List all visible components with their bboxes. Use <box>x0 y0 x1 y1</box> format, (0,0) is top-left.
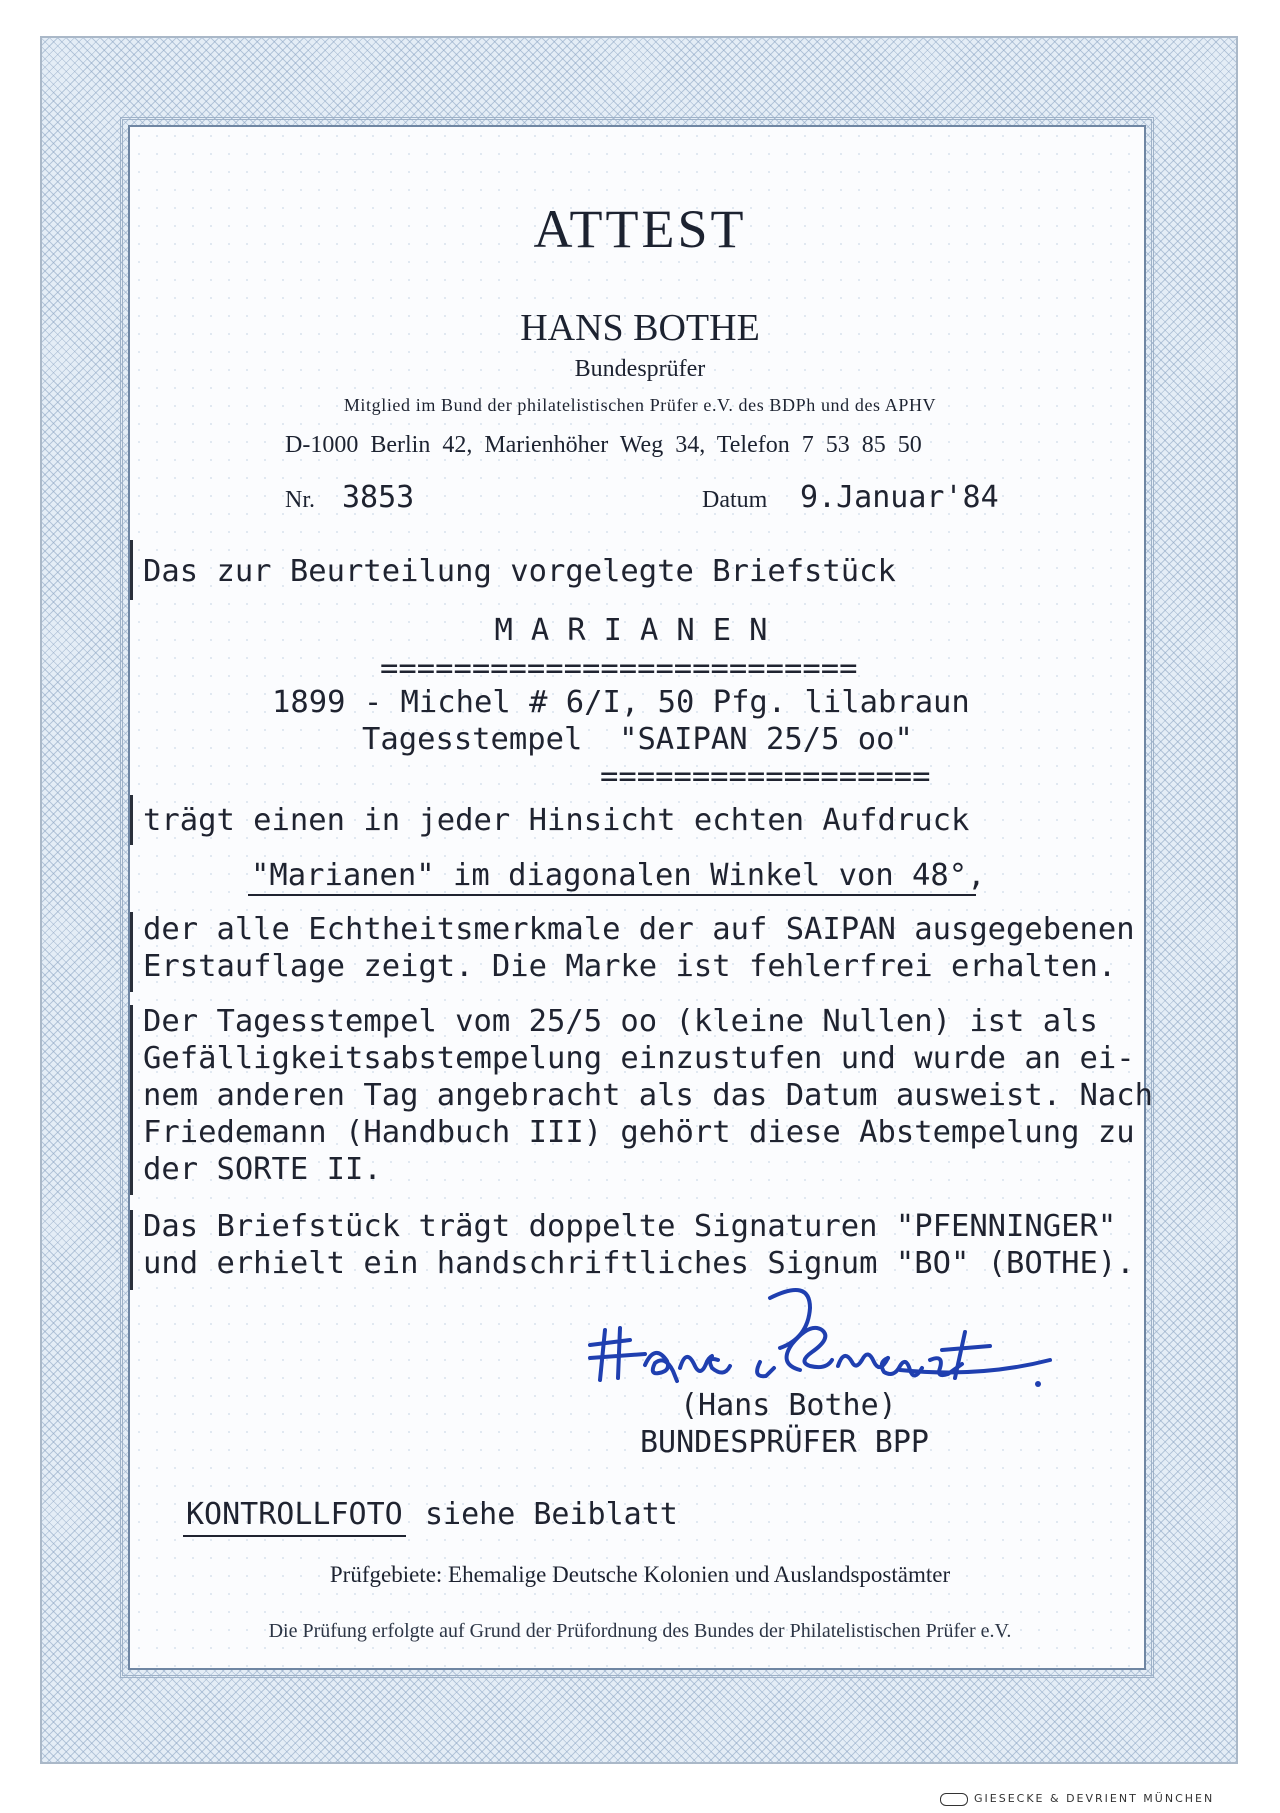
paragraph-signatures: Das Briefstück trägt doppelte Signaturen "PFENNINGER" und erhielt ein handschriftliches Signum "BO" (BOTHE). <box>143 1209 1135 1281</box>
margin-bar <box>130 1210 133 1290</box>
printer-logo-icon <box>940 1793 968 1806</box>
examiner-role: Bundesprüfer <box>574 356 706 382</box>
membership-line: Mitglied im Bund der philatelistischen Prüfer e.V. des BDPh und des APHV <box>343 395 937 415</box>
stamp-description: 1899 - Michel # 6/I, 50 Pfg. lilabraun <box>272 685 970 720</box>
address-line: D-1000 Berlin 42, Marienhöher Weg 34, Telefon 7 53 85 50 <box>285 432 922 458</box>
paragraph-authenticity: der alle Echtheitsmerkmale der auf SAIPAN ausgegebenen Erstauflage zeigt. Die Marke ist fehlerfrei erhalten. <box>143 912 1135 984</box>
margin-bar <box>130 912 133 992</box>
certificate-number-label: Nr. <box>285 487 315 513</box>
certificate-date: 9.Januar'84 <box>800 480 999 515</box>
paragraph-postmark: Der Tagesstempel vom 25/5 oo (kleine Nullen) ist als Gefälligkeitsabstempelung einzustufen und wurde an ei- nem anderen Tag angebracht als das Datum ausweist. Nach Friedemann (Handbuch III) gehört diese Abstempelung zu der SORTE II. <box>143 1004 1153 1187</box>
overprint-underline <box>248 894 976 896</box>
printer-imprint <box>940 1792 1214 1806</box>
margin-bar <box>130 1005 133 1195</box>
control-photo-label: KONTROLLFOTO <box>186 1497 403 1532</box>
postmark-description: Tagesstempel "SAIPAN 25/5 oo" <box>362 722 913 757</box>
signer-title: BUNDESPRÜFER BPP <box>640 1425 929 1460</box>
examiner-name: HANS BOTHE <box>520 307 760 349</box>
double-rule: ================== <box>600 759 931 794</box>
signer-name: (Hans Bothe) <box>680 1388 897 1423</box>
intro-line: Das zur Beurteilung vorgelegte Briefstück <box>143 554 896 589</box>
printer-name: GIESECKE & DEVRIENT MÜNCHEN <box>974 1792 1215 1805</box>
verdict-line: trägt einen in jeder Hinsicht echten Aufdruck <box>143 803 970 838</box>
examination-areas: Prüfgebiete: Ehemalige Deutsche Kolonien und Auslandspostämter <box>329 1562 951 1587</box>
double-rule: ========================== <box>380 651 858 686</box>
document-title: ATTEST <box>533 199 747 259</box>
country-heading: MARIANEN <box>494 613 786 648</box>
margin-bar <box>130 540 133 600</box>
control-photo-underline <box>183 1535 406 1537</box>
margin-bar <box>130 795 133 845</box>
overprint-line: "Marianen" im diagonalen Winkel von 48°, <box>251 858 986 893</box>
date-label: Datum <box>702 487 768 513</box>
control-photo-note: siehe Beiblatt <box>425 1497 678 1532</box>
certificate-number: 3853 <box>342 480 415 515</box>
regulation-note: Die Prüfung erfolgte auf Grund der Prüfordnung des Bundes der Philatelistischen Prüfer e.V. <box>268 1620 1012 1642</box>
